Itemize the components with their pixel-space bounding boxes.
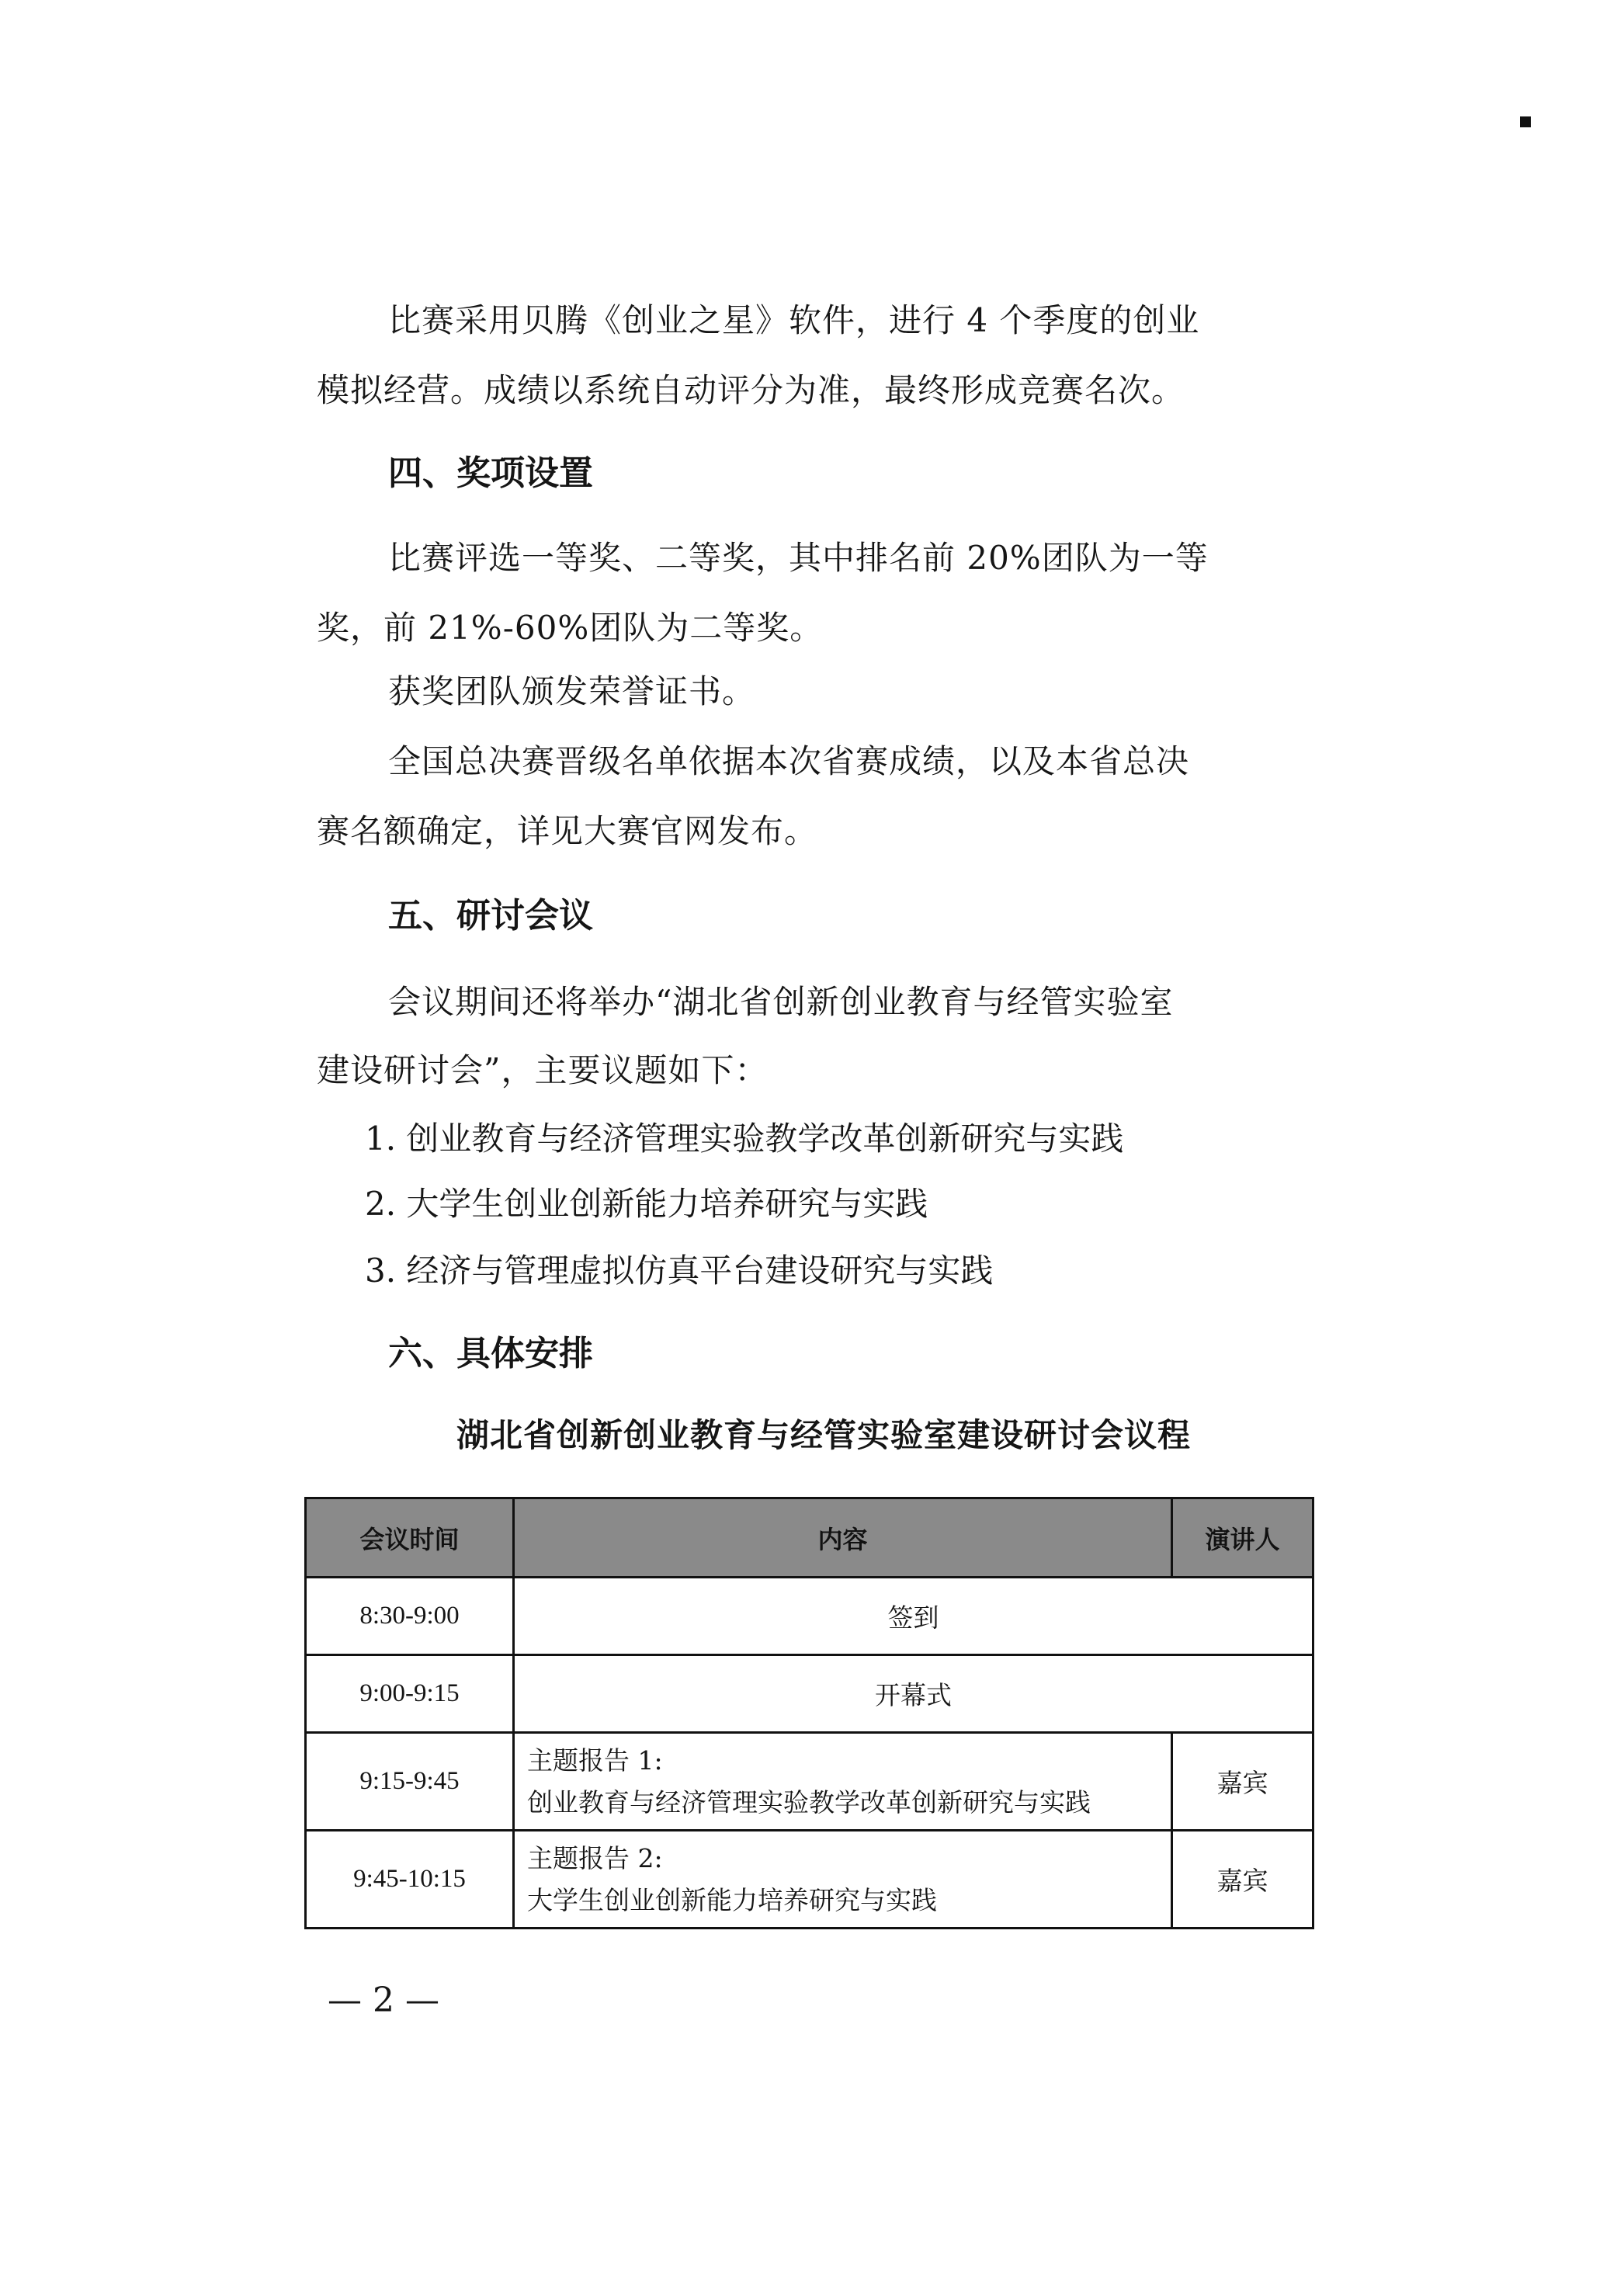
paragraph-line: 建设研讨会”，主要议题如下： bbox=[317, 1051, 769, 1089]
column-header-time: 会议时间 bbox=[306, 1498, 514, 1578]
paragraph-line: 比赛采用贝腾《创业之星》软件，进行 4 个季度的创业 bbox=[388, 301, 1200, 339]
paragraph-line: 奖，前 21%-60%团队为二等奖。 bbox=[317, 609, 824, 647]
page-number: — 2 — bbox=[328, 1981, 439, 2020]
paragraph-line: 比赛评选一等奖、二等奖，其中排名前 20%团队为一等 bbox=[388, 539, 1209, 577]
report-label: 主题报告 1: bbox=[527, 1745, 663, 1776]
section-heading-schedule: 六、具体安排 bbox=[388, 1334, 593, 1373]
content-cell bbox=[514, 1733, 1172, 1831]
table-title: 湖北省创新创业教育与经管实验室建设研讨会议程 bbox=[456, 1416, 1191, 1454]
corner-mark bbox=[1520, 116, 1531, 127]
time-cell: 9:15-9:45 bbox=[306, 1733, 514, 1831]
table-header-row bbox=[306, 1498, 1313, 1578]
table-row bbox=[306, 1831, 1313, 1929]
table-row bbox=[306, 1733, 1313, 1831]
paragraph-line: 获奖团队颁发荣誉证书。 bbox=[388, 672, 756, 710]
list-item: 1. 创业教育与经济管理实验教学改革创新研究与实践 bbox=[365, 1120, 1124, 1158]
column-header-content: 内容 bbox=[514, 1498, 1172, 1578]
section-heading-awards: 四、奖项设置 bbox=[388, 453, 593, 493]
time-cell: 9:00-9:15 bbox=[306, 1655, 514, 1733]
content-cell: 开幕式 bbox=[514, 1655, 1313, 1733]
report-topic: 大学生创业创新能力培养研究与实践 bbox=[527, 1884, 937, 1915]
paragraph-line: 全国总决赛晋级名单依据本次省赛成绩，以及本省总决 bbox=[388, 742, 1190, 780]
time-cell: 9:45-10:15 bbox=[306, 1831, 514, 1929]
section-heading-seminar: 五、研讨会议 bbox=[388, 896, 593, 936]
paragraph-line: 会议期间还将举办“湖北省创新创业教育与经管实验室 bbox=[388, 983, 1174, 1021]
speaker-cell: 嘉宾 bbox=[1172, 1831, 1313, 1929]
report-topic: 创业教育与经济管理实验教学改革创新研究与实践 bbox=[527, 1786, 1091, 1818]
speaker-cell: 嘉宾 bbox=[1172, 1733, 1313, 1831]
agenda-table bbox=[304, 1497, 1314, 1929]
content-cell: 签到 bbox=[514, 1578, 1313, 1655]
list-item: 2. 大学生创业创新能力培养研究与实践 bbox=[365, 1185, 928, 1223]
report-label: 主题报告 2: bbox=[527, 1843, 663, 1874]
list-item: 3. 经济与管理虚拟仿真平台建设研究与实践 bbox=[365, 1252, 994, 1290]
table-row bbox=[306, 1578, 1313, 1655]
paragraph-line: 赛名额确定，详见大赛官网发布。 bbox=[317, 812, 818, 850]
content-cell bbox=[514, 1831, 1172, 1929]
column-header-speaker: 演讲人 bbox=[1172, 1498, 1313, 1578]
time-cell: 8:30-9:00 bbox=[306, 1578, 514, 1655]
paragraph-line: 模拟经营。成绩以系统自动评分为准，最终形成竞赛名次。 bbox=[317, 371, 1185, 409]
table-row bbox=[306, 1655, 1313, 1733]
